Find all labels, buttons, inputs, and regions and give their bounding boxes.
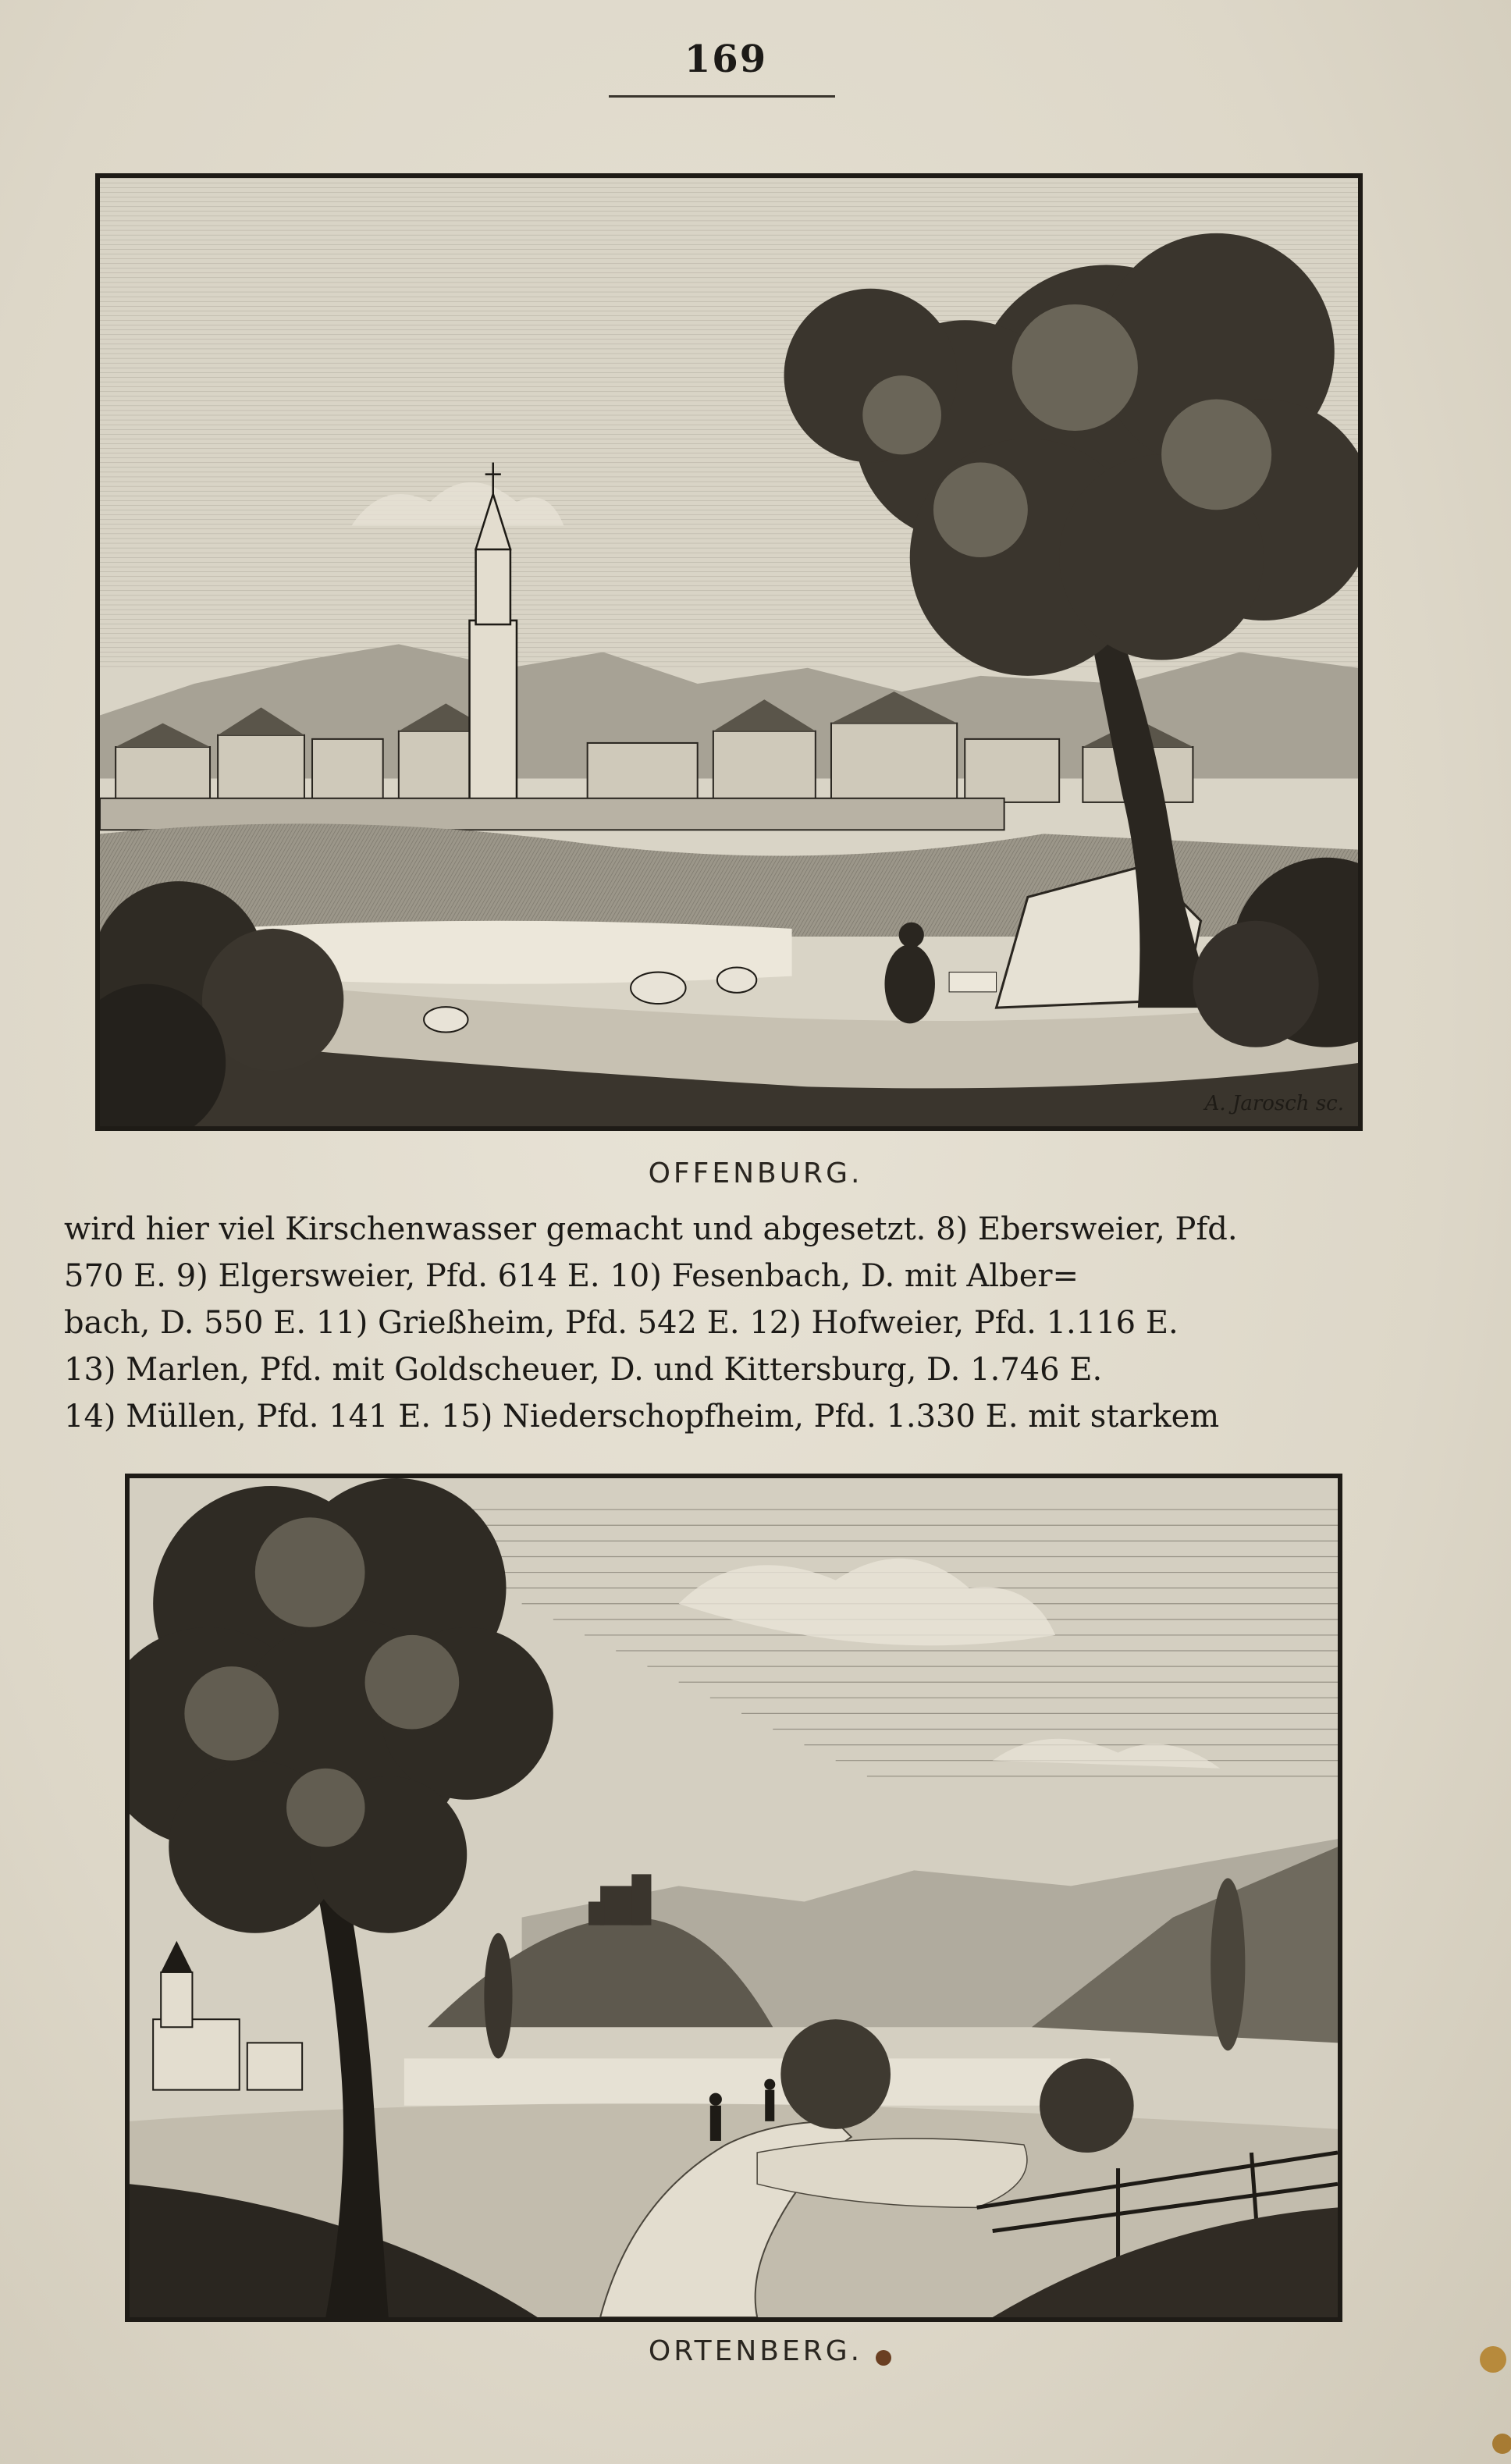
body-text — [64, 1206, 1391, 1440]
offenburg-engraving — [95, 173, 1363, 1131]
body-line: 13) Marlen, Pfd. mit Goldscheuer, D. und Kittersburg, D. 1.746 E. — [64, 1352, 1103, 1388]
engraver-signature: A. Jarosch sc. — [1204, 1092, 1344, 1115]
body-line: bach, D. 550 E. 11) Grießheim, Pfd. 542 E. 12) Hofweier, Pfd. 1.116 E. — [64, 1305, 1179, 1341]
ortenberg-caption: ORTENBERG. — [648, 2335, 863, 2367]
ortenberg-engraving — [125, 1474, 1342, 2322]
page-number: 169 — [684, 37, 768, 81]
offenburg-caption: OFFENBURG. — [648, 1157, 863, 1189]
ortenberg-scene — [130, 1478, 1338, 2317]
body-line: wird hier viel Kirschenwasser gemacht und abgesetzt. 8) Ebersweier, Pfd. — [64, 1211, 1238, 1247]
binding-rivet — [1480, 2346, 1506, 2373]
offenburg-scene — [100, 178, 1358, 1126]
body-line: 570 E. 9) Elgersweier, Pfd. 614 E. 10) Fesenbach, D. mit Alber= — [64, 1258, 1079, 1294]
binding-rivet — [1492, 2434, 1511, 2454]
page-number-rule — [609, 95, 835, 98]
paper-stain — [876, 2350, 891, 2366]
body-line: 14) Müllen, Pfd. 141 E. 15) Niederschopfheim, Pfd. 1.330 E. mit starkem — [64, 1399, 1220, 1435]
